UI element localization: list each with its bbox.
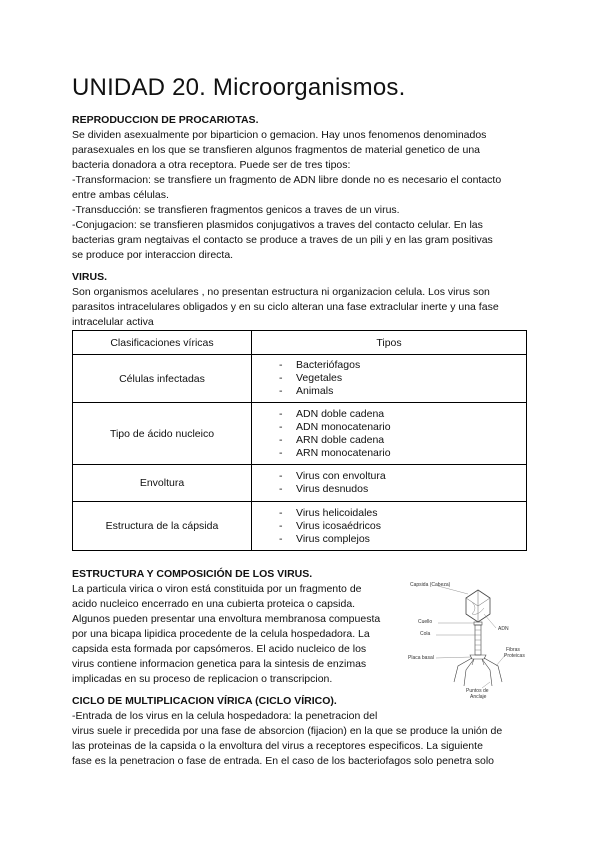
paragraph-line: -Conjugacion: se transfieren plasmidos conjugativos a traves del contacto celular. En las: [72, 219, 483, 231]
paragraph-line: fase es la penetracion o fase de entrada. En el caso de los bacteriofagos solo penetra solo: [72, 755, 495, 767]
table-row: [73, 502, 527, 551]
list-item: - Bacteriófagos: [279, 359, 526, 372]
paragraph-line: bacteria donadora a otra receptora. Puede ser de tres tipos:: [72, 159, 351, 171]
section-estructura: [72, 567, 402, 687]
virus-classification-table: [72, 330, 527, 551]
paragraph-line: se produce por interaccion directa.: [72, 249, 234, 261]
virus-classification-table-wrap: [72, 330, 528, 551]
list-item: - Virus desnudos: [279, 483, 526, 496]
paragraph-line: las proteinas de la capsida o la envoltura del virus a receptores especificos. La siguiente: [72, 740, 483, 752]
table-row: [73, 403, 527, 465]
table-header-row: [73, 331, 527, 355]
heading-ciclo: CICLO DE MULTIPLICACION VÍRICA (CICLO VÍRICO).: [72, 695, 337, 707]
paragraph-line: Se dividen asexualmente por biparticion o gemacion. Hay unos fenomenos denominados: [72, 129, 487, 141]
paragraph-line: -Transducción: se transfieren fragmentos genicos a traves de un virus.: [72, 204, 400, 216]
diagram-label-cola: Cola: [420, 631, 431, 637]
paragraph-line: intracelular activa: [72, 316, 154, 328]
diagram-label-adn: ADN: [498, 626, 509, 632]
table-cell-items: [252, 465, 527, 502]
list-item: - Virus complejos: [279, 533, 526, 546]
paragraph-line: La particula virica o viron está constituida por un fragmento de: [72, 583, 362, 595]
diagram-label-cuello: Cuello: [418, 619, 433, 625]
table-cell-label: Tipo de ácido nucleico: [73, 403, 252, 465]
table-header-clasificaciones: Clasificaciones víricas: [73, 331, 252, 355]
list-item: - ARN doble cadena: [279, 434, 526, 447]
paragraph-line: bacterias gram negtaivas el contacto se produce a traves de un pili y en las gram positivas: [72, 234, 493, 246]
paragraph-line: -Entrada de los virus en la celula hospedadora: la penetracion del: [72, 710, 378, 722]
diagram-label-proteicas: Proteicas: [504, 653, 525, 659]
list-item: - Virus icosaédricos: [279, 520, 526, 533]
list-item: - Animals: [279, 385, 526, 398]
table-cell-label: Células infectadas: [73, 355, 252, 403]
table-cell-label: Estructura de la cápsida: [73, 502, 252, 551]
table-header-tipos: Tipos: [252, 331, 527, 355]
diagram-label-anclaje: Anclaje: [470, 694, 487, 700]
paragraph-line: virus suele ir precedida por una fase de absorcion (fijacion) en la que se produce la unión de: [72, 725, 503, 737]
list-item: - ARN monocatenario: [279, 447, 526, 460]
section-virus: [72, 270, 528, 330]
table-row: [73, 465, 527, 502]
paragraph-line: parasitos intracelulares obligados y en su ciclo alteran una fase extraclular inerte y una fase: [72, 301, 499, 313]
diagram-label-placa: Placa basal: [408, 655, 434, 661]
diagram-label-puntos: Puntos de: [466, 688, 489, 694]
page-title: UNIDAD 20. Microorganismos.: [72, 74, 406, 101]
list-item: - ADN doble cadena: [279, 408, 526, 421]
table-cell-items: [252, 502, 527, 551]
list-item: - Virus helicoidales: [279, 507, 526, 520]
heading-reproduccion: REPRODUCCION DE PROCARIOTAS.: [72, 114, 259, 126]
bacteriophage-illustration: [408, 578, 528, 708]
paragraph-line: virus contiene informacion genetica para la sintesis de enzimas: [72, 658, 367, 670]
paragraph-line: acido nucleico encerrado en una cubierta proteica o capsida.: [72, 598, 356, 610]
paragraph-line: parasexuales en los que se transfieren algunos fragmentos de material genetico de una: [72, 144, 481, 156]
paragraph-line: -Transformacion: se transfiere un fragmento de ADN libre donde no es necesario el contacto: [72, 174, 502, 186]
table-row: [73, 355, 527, 403]
list-item: - Virus con envoltura: [279, 470, 526, 483]
section-ciclo: [72, 694, 528, 769]
paragraph-line: por una bicapa lipidica procedente de la celula hospedadora. La: [72, 628, 370, 640]
paragraph-line: implicadas en su proceso de replicacion o transcripcion.: [72, 673, 333, 685]
paragraph-line: entre ambas células.: [72, 189, 169, 201]
paragraph-line: Son organismos acelulares , no presentan estructura ni organizacion celula. Los virus son: [72, 286, 490, 298]
table-cell-items: [252, 403, 527, 465]
list-item: - ADN monocatenario: [279, 421, 526, 434]
diagram-label-capsida: Capsida (Cabeza): [410, 582, 451, 588]
section-reproduccion: [72, 113, 528, 263]
heading-estructura: ESTRUCTURA Y COMPOSICIÓN DE LOS VIRUS.: [72, 568, 313, 580]
paragraph-line: Algunos pueden presentar una envoltura membranosa compuesta: [72, 613, 381, 625]
table-cell-label: Envoltura: [73, 465, 252, 502]
list-item: - Vegetales: [279, 372, 526, 385]
diagram-label-fibras: Fibras: [506, 647, 520, 653]
table-cell-items: [252, 355, 527, 403]
paragraph-line: capsida esta formada por capsómeros. El acido nucleico de los: [72, 643, 367, 655]
bacteriophage-diagram: [408, 578, 528, 708]
heading-virus: VIRUS.: [72, 271, 108, 283]
